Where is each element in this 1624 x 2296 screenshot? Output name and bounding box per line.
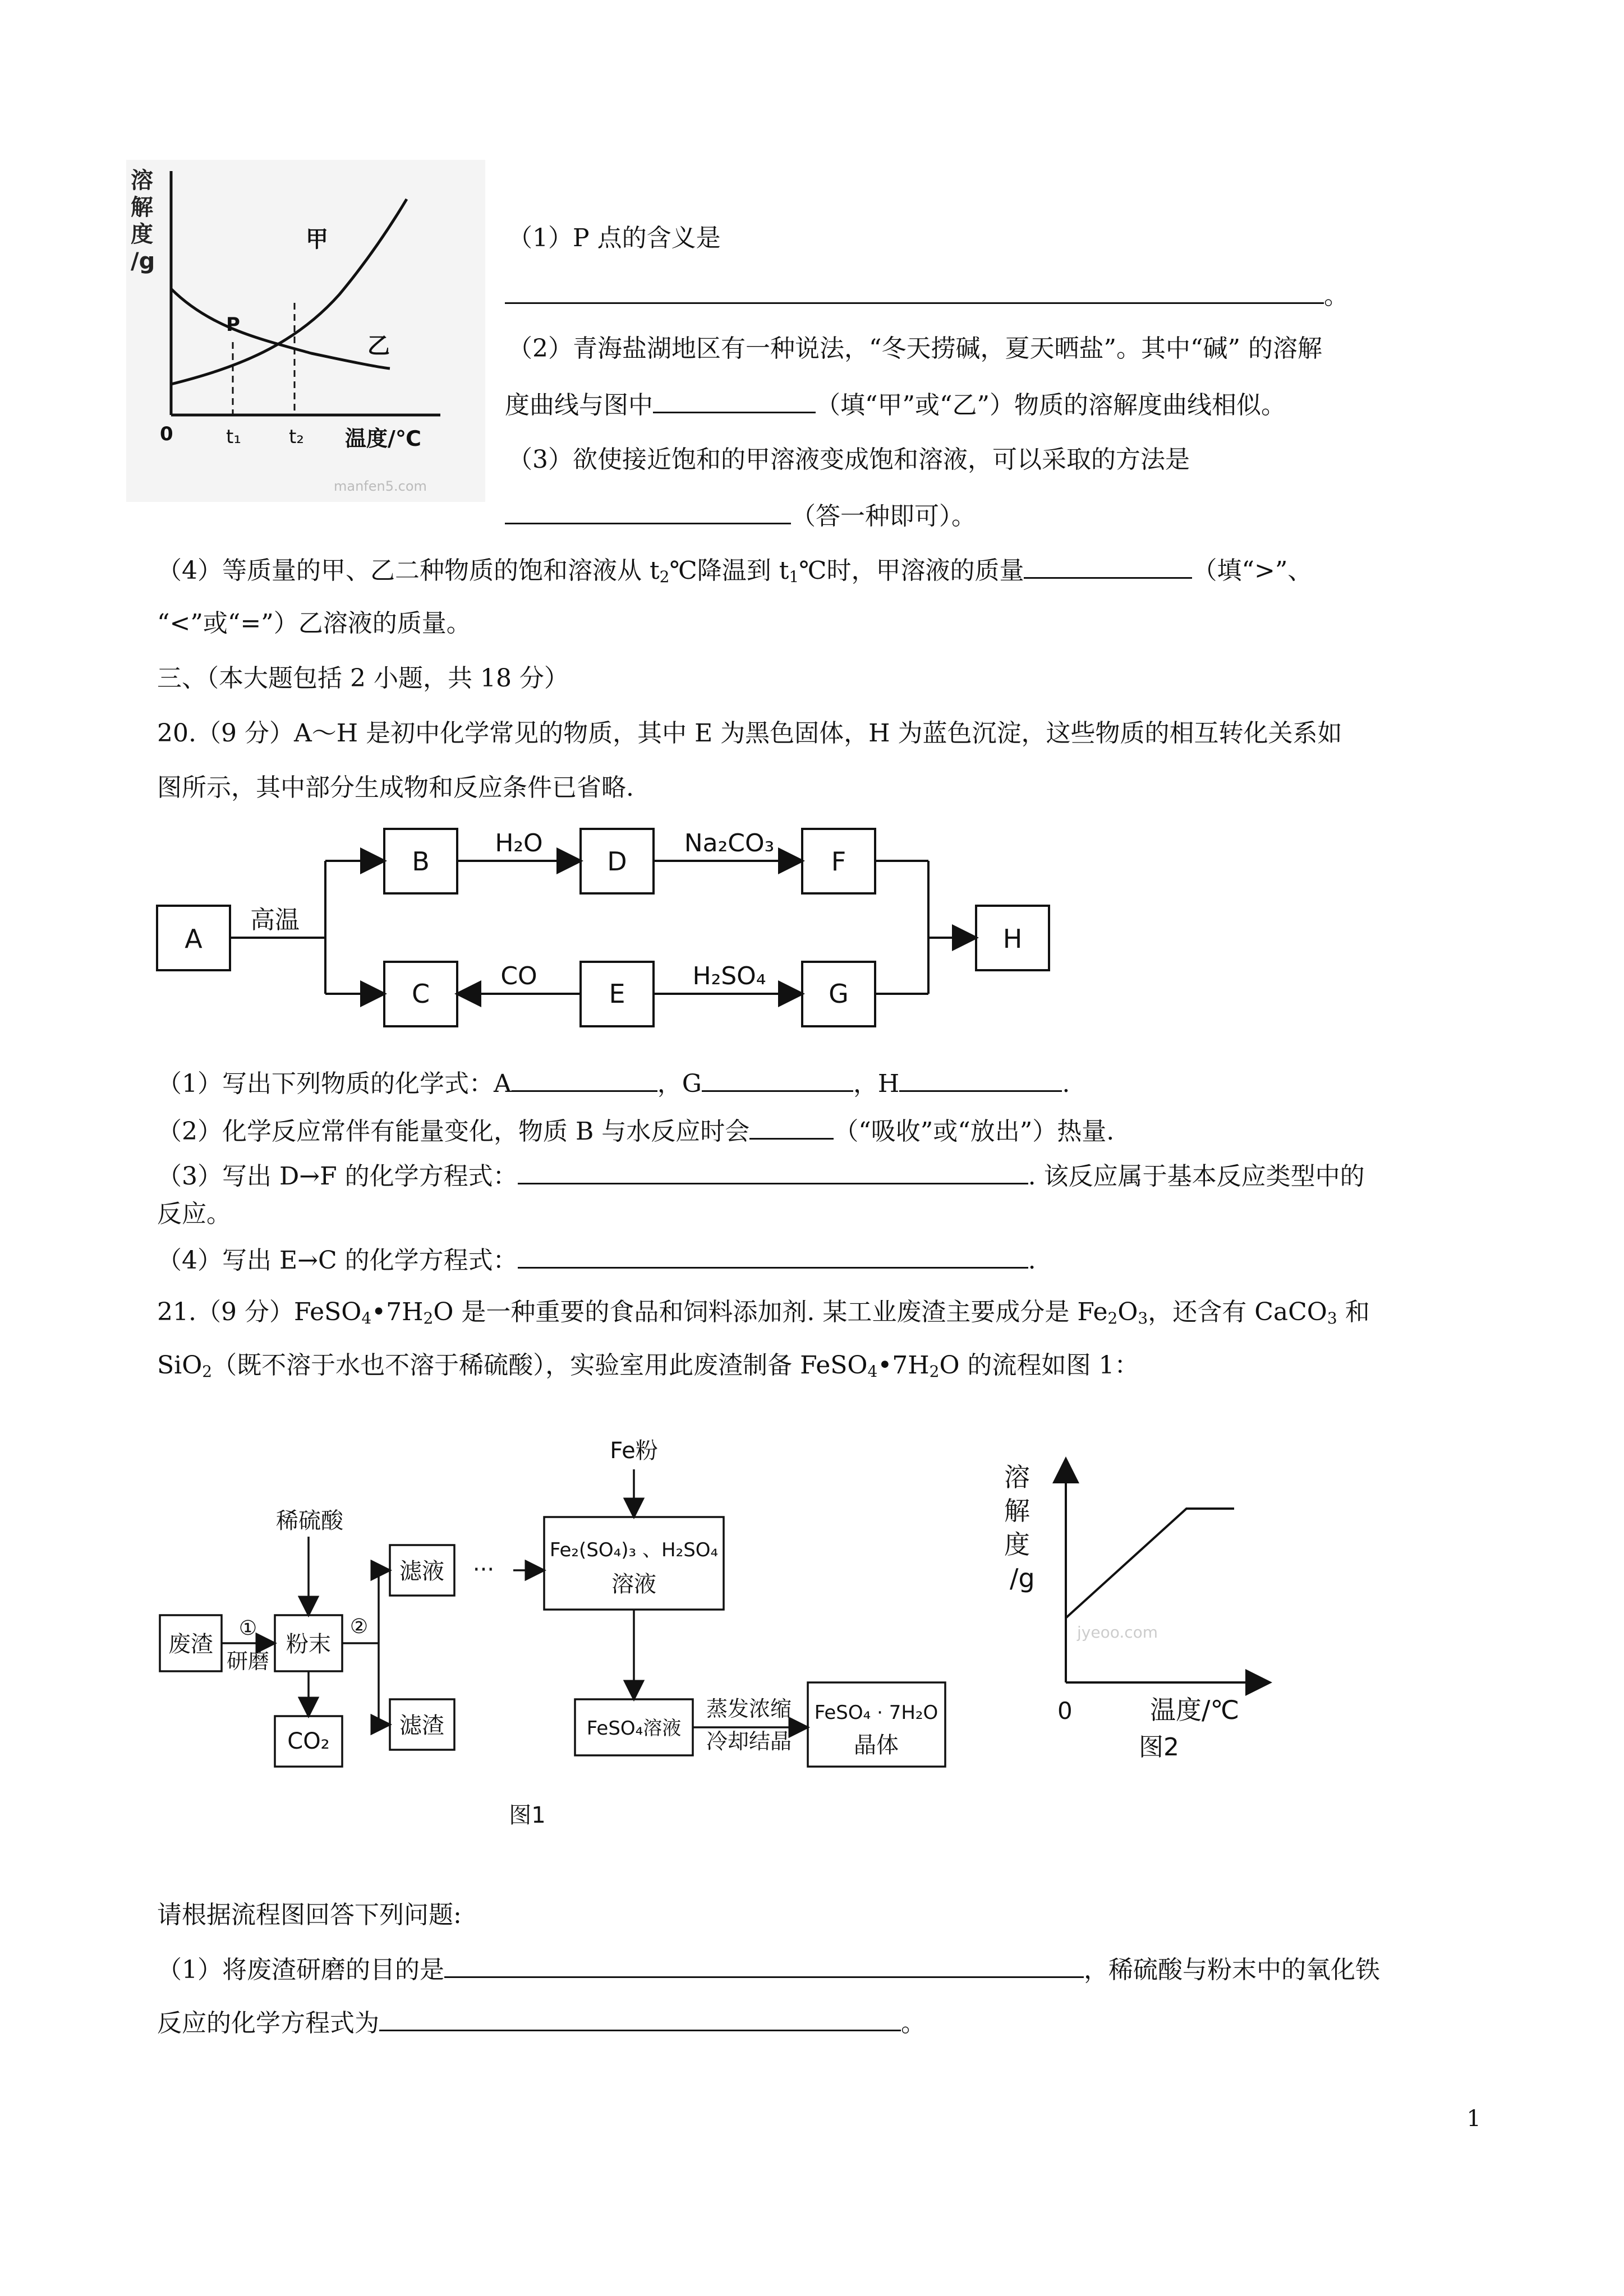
flow-fe-fen: Fe粉: [610, 1438, 658, 1464]
flow-feso4-sol: FeSO₄溶液: [586, 1717, 682, 1740]
label-co: CO: [500, 962, 537, 990]
graph1-ylabel-4: /g: [131, 248, 155, 274]
label-h2so4: H₂SO₄: [692, 962, 766, 990]
q19-part4: （4）等质量的甲、乙二种物质的饱和溶液从 $t_2℃$降温到 $t_1℃$时，甲溶液的质量 （填“>”、: [157, 552, 1312, 594]
graph1-jia-label: 甲: [306, 227, 328, 252]
graph1-t1-label: t₁: [226, 426, 241, 448]
q19-part4b: “<”或“=”）乙溶液的质量。: [157, 609, 471, 638]
q19-blank-1[interactable]: [505, 278, 1324, 304]
graph2-ylabel-1: 溶: [1004, 1462, 1030, 1492]
label-na2co3: Na₂CO₃: [684, 829, 775, 857]
flow-fe2so4-line2: 溶液: [611, 1571, 656, 1597]
graph2-curve: [1066, 1509, 1234, 1618]
graph1-origin: 0: [160, 423, 173, 445]
svg-text:D: D: [607, 846, 627, 877]
q21-blank-equation[interactable]: [379, 2005, 901, 2031]
q19-part3: （3）欲使接近饱和的甲溶液变成饱和溶液，可以采取的方法是: [508, 445, 1190, 474]
solubility-graph-1: [126, 160, 485, 502]
flow-evap1: 蒸发浓缩: [706, 1696, 792, 1721]
q20-blank-heat[interactable]: [749, 1113, 834, 1140]
q21-intro-2: SiO$_2$（既不溶于水也不溶于稀硫酸），实验室用此废渣制备 $FeSO_4•7H_2O$ 的流程如图 1：: [157, 1351, 1139, 1381]
svg-text:G: G: [829, 979, 849, 1009]
q20-blank-DF[interactable]: [518, 1158, 1028, 1184]
q20-intro-1: 20.（9 分）A～H 是初中化学常见的物质，其中 E 为黑色固体，H 为蓝色沉淀，这些物质的相互转化关系如: [157, 719, 1342, 748]
flow-lvye: 滤液: [399, 1559, 444, 1584]
q19-part3-answer-line: （答一种即可）。: [505, 498, 976, 533]
graph1-watermark: manfen5.com: [334, 478, 427, 494]
q21-ask: 请根据流程图回答下列问题:: [157, 1901, 462, 1929]
svg-text:C: C: [411, 979, 430, 1009]
q20-blank-EC[interactable]: [518, 1242, 1028, 1269]
svg-text:H: H: [1002, 924, 1023, 954]
svg-text:F: F: [831, 846, 846, 877]
graph2-ylabel-4: /g: [1010, 1563, 1035, 1593]
graph2-ylabel-3: 度: [1004, 1529, 1030, 1560]
flow-feizha: 废渣: [168, 1631, 213, 1657]
flow-yanmo: 研磨: [226, 1649, 270, 1673]
q19-blank-3[interactable]: [505, 498, 791, 524]
q21-blank-purpose[interactable]: [444, 1952, 1084, 1978]
flow-crystal1: FeSO₄ · 7H₂O: [814, 1702, 938, 1724]
graph2-origin: 0: [1057, 1697, 1073, 1725]
flow-fig1: 图1: [509, 1802, 546, 1828]
q21-sub1b: 反应的化学方程式为 。: [157, 2005, 926, 2040]
graph2-fig2: 图2: [1139, 1733, 1179, 1762]
page-number: 1: [1466, 2106, 1481, 2132]
flow-co2: CO₂: [287, 1728, 330, 1754]
q19-part2b: 度曲线与图中 （填“甲”或“乙”）物质的溶解度曲线相似。: [505, 387, 1286, 422]
flow-lvzha: 滤渣: [399, 1713, 444, 1739]
q20-sub3: （3）写出 D→F 的化学方程式： . 该反应属于基本反应类型中的: [157, 1158, 1365, 1193]
graph1-ylabel-3: 度: [131, 222, 153, 247]
section-3-heading: 三、（本大题包括 2 小题，共 18 分）: [157, 664, 569, 693]
graph1-xlabel: 温度/℃: [345, 426, 421, 451]
flow-evap2: 冷却结晶: [706, 1729, 792, 1754]
q21-sub1: （1）将废渣研磨的目的是 ，稀硫酸与粉末中的氧化铁: [157, 1952, 1380, 1987]
q21-flow-diagram: [151, 1424, 959, 1834]
q20-blank-A[interactable]: [512, 1066, 657, 1092]
graph2-watermark: jyeoo.com: [1077, 1623, 1158, 1642]
q20-relation-diagram: [151, 819, 1083, 1032]
svg-text:B: B: [412, 846, 430, 877]
graph2-xlabel: 温度/℃: [1150, 1695, 1240, 1725]
q19-part1: （1）P 点的含义是: [508, 224, 721, 252]
q21-intro-1: 21.（9 分）$FeSO_4•7H_2O$ 是一种重要的食品和饲料添加剂. 某工业废渣主要成分是 $Fe_2O_3$，还含有 CaCO$_3$ 和: [157, 1298, 1370, 1327]
flow-step2: ②: [349, 1615, 369, 1638]
q20-sub4: （4）写出 E→C 的化学方程式： .: [157, 1242, 1036, 1278]
q20-sub1: （1）写出下列物质的化学式：A ，G ，H .: [157, 1066, 1070, 1101]
svg-text:A: A: [185, 924, 203, 954]
flow-xiliusuan: 稀硫酸: [276, 1508, 343, 1534]
flow-step1: ①: [238, 1617, 257, 1640]
flow-fenmo: 粉末: [286, 1631, 331, 1657]
graph1-ylabel-1: 溶: [131, 168, 153, 193]
label-h2o: H₂O: [495, 829, 543, 857]
graph2-ylabel-2: 解: [1004, 1496, 1030, 1526]
q19-blank-4[interactable]: [1024, 552, 1192, 579]
q19-part2: （2）青海盐湖地区有一种说法，“冬天捞碱，夏天晒盐”。其中“碱” 的溶解: [508, 334, 1322, 363]
graph1-t2-label: t₂: [289, 426, 304, 448]
q19-part1-answer-line: 。: [505, 278, 1349, 313]
flow-dots: ···: [472, 1557, 495, 1583]
q20-blank-H[interactable]: [899, 1066, 1062, 1092]
solubility-graph-2: [1004, 1453, 1273, 1767]
flow-fe2so4-line1: Fe₂(SO₄)₃ 、H₂SO₄: [549, 1539, 719, 1561]
flow-crystal2: 晶体: [854, 1732, 899, 1758]
q20-sub2: （2）化学反应常伴有能量变化，物质 B 与水反应时会 （“吸收”或“放出”）热量.: [157, 1113, 1114, 1149]
graph1-p-label: P: [226, 313, 240, 336]
graph1-ylabel-2: 解: [131, 195, 153, 220]
svg-text:E: E: [609, 979, 625, 1009]
q20-intro-2: 图所示，其中部分生成物和反应条件已省略.: [157, 773, 634, 802]
q20-blank-G[interactable]: [702, 1066, 853, 1092]
q19-blank-2[interactable]: [653, 387, 816, 413]
graph1-yi-label: 乙: [367, 333, 390, 359]
q20-sub3b: 反应。: [157, 1200, 231, 1228]
label-gaowen: 高温: [250, 906, 300, 934]
